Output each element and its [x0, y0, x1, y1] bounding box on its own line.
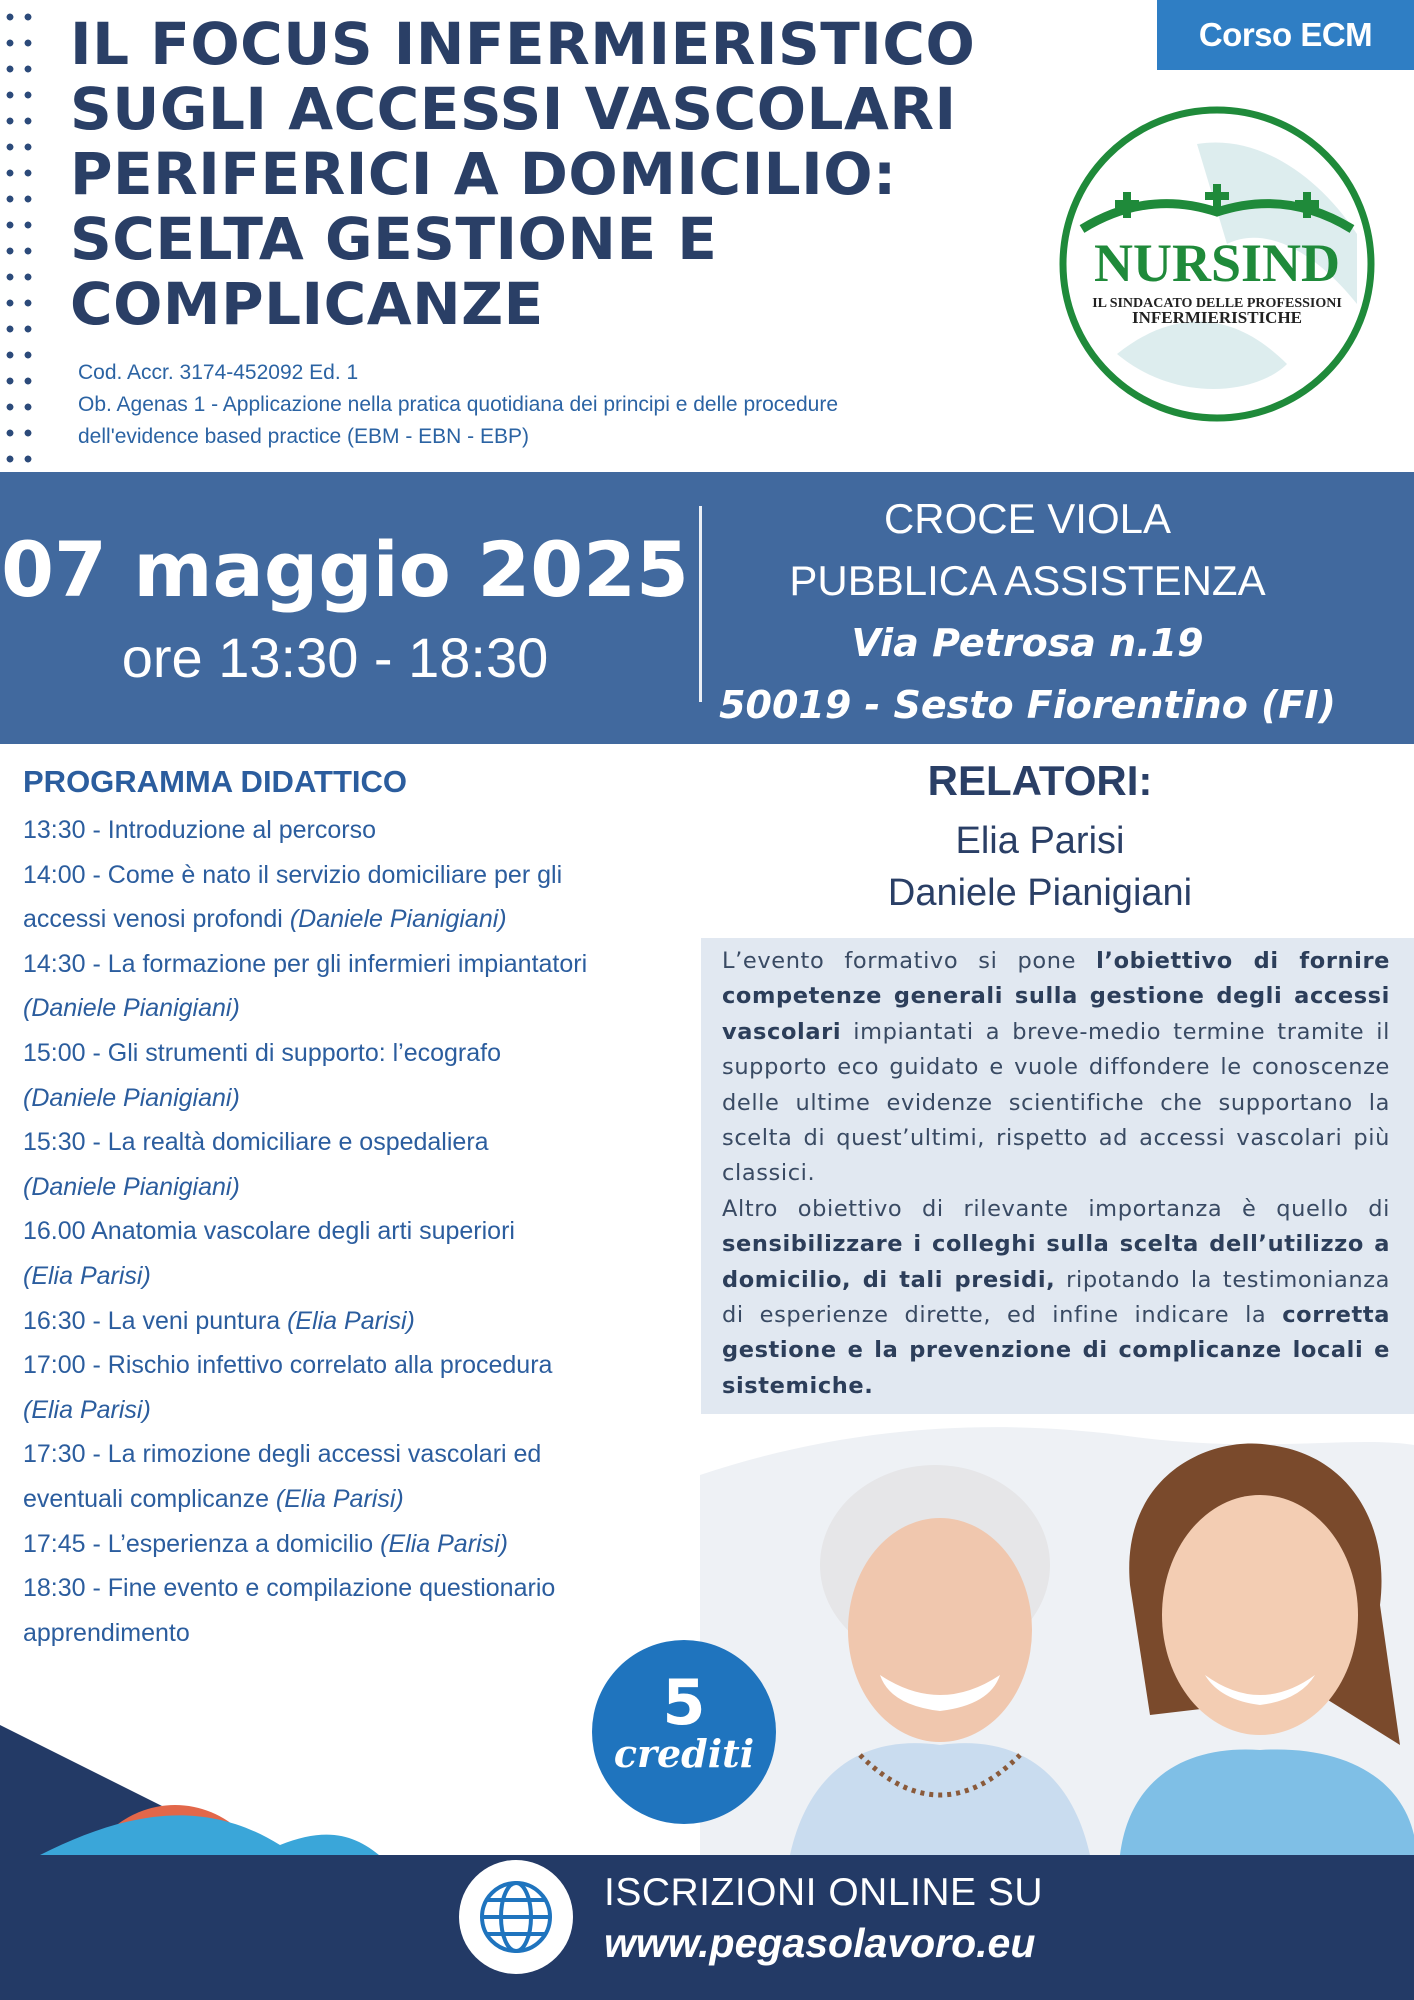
program-item	[23, 1031, 683, 1076]
speakers-heading: RELATORI:	[927, 757, 1153, 804]
program-item-speaker: (Elia Parisi)	[275, 1484, 404, 1513]
program-item-speaker: (Elia Parisi)	[287, 1306, 415, 1335]
venue-name: PUBBLICA ASSISTENZA	[789, 557, 1266, 604]
program-item-text: 16:30 - La veni puntura	[23, 1306, 288, 1335]
program-item-speaker: (Daniele Pianigiani)	[23, 1172, 240, 1201]
program-item	[23, 986, 683, 1031]
program-item	[23, 1165, 683, 1210]
program-item-text: 14:00 - Come è nato il servizio domiciliare per gli	[23, 860, 563, 889]
dotted-pattern	[0, 0, 40, 470]
program-item-text: accessi venosi profondi	[23, 905, 290, 934]
program-heading: PROGRAMMA DIDATTICO	[23, 764, 408, 799]
svg-text:INFERMIERISTICHE: INFERMIERISTICHE	[1131, 308, 1303, 327]
program-item-speaker: (Elia Parisi)	[380, 1529, 508, 1558]
program-item	[23, 1522, 683, 1567]
program-item	[23, 897, 683, 942]
description-segment: L’evento formativo si pone	[722, 948, 1097, 974]
program-item-text: 17:30 - La rimozione degli accessi vascolari ed	[23, 1440, 542, 1469]
accreditation-info: Cod. Accr. 3174-452092 Ed. 1 Ob. Agenas 1 - Applicazione nella pratica quotidiana dei principi e delle procedure dell'evidence based practice (EBM - EBN - EBP)	[78, 361, 838, 448]
description-paragraph	[722, 1192, 1390, 1404]
description-segment: Altro obiettivo di rilevante importanza è quello di	[722, 1195, 1390, 1222]
globe-icon	[459, 1860, 573, 1974]
svg-text:IL SINDACATO DELLE PROFESSIONI: IL SINDACATO DELLE PROFESSIONI	[1092, 296, 1342, 311]
credits-number: 5	[662, 1666, 706, 1739]
description-highlight: corretta gestione e la prevenzione di complicanze locali e sistemiche.	[722, 1302, 1390, 1399]
credits-badge	[592, 1640, 776, 1824]
program-item-text: 18:30 - Fine evento e compilazione questionario	[23, 1574, 556, 1603]
program-item	[23, 1611, 683, 1656]
event-date: 07 maggio 2025	[1, 525, 689, 614]
program-item-speaker: (Daniele Pianigiani)	[23, 994, 240, 1023]
speakers-list	[700, 815, 1380, 919]
program-item-text: 13:30 - Introduzione al percorso	[23, 816, 376, 844]
program-item-text: 16.00 Anatomia vascolare degli arti superiori	[23, 1217, 515, 1246]
description-segment: impiantati a breve-medio termine tramite il supporto eco guidato e vuole diffondere le conoscenze delle ultime evidenze scientifiche che supportano la scelta di quest’ultimi, rispetto ad accessi vascolari più classici.	[722, 1018, 1390, 1187]
description-segment: ripotando la testimonianza di esperienze dirette, ed infine indicare la	[722, 1266, 1391, 1329]
program-item-speaker: (Elia Parisi)	[23, 1395, 151, 1424]
venue-address: Via Petrosa n.19	[851, 621, 1204, 665]
svg-text:NURSIND: NURSIND	[1093, 233, 1341, 293]
program-item	[23, 1076, 683, 1121]
program-item	[23, 1432, 683, 1477]
event-time: ore 13:30 - 18:30	[121, 626, 549, 689]
registration-link[interactable]: www.pegasolavoro.eu	[604, 1920, 1036, 1966]
program-item	[23, 1566, 683, 1611]
band-divider	[699, 506, 702, 702]
program-item-speaker: (Daniele Pianigiani)	[289, 905, 507, 934]
description-text	[722, 944, 1390, 1404]
program-list	[23, 808, 683, 1655]
course-badge: Corso ECM	[1157, 0, 1414, 70]
venue-name: CROCE VIOLA	[883, 495, 1172, 542]
program-item-text: apprendimento	[23, 1618, 190, 1647]
program-item	[23, 1477, 683, 1522]
program-item-text: 15:30 - La realtà domiciliare e ospedaliera	[23, 1128, 489, 1157]
program-item	[23, 1254, 683, 1299]
credits-label: crediti	[613, 1731, 755, 1776]
registration-label: ISCRIZIONI ONLINE SU	[604, 1871, 1044, 1914]
description-highlight: sensibilizzare i colleghi sulla scelta dell’utilizzo a domicilio, di tali presidi,	[722, 1231, 1390, 1293]
program-item	[23, 1299, 683, 1344]
program-item	[23, 853, 683, 898]
program-item-speaker: (Elia Parisi)	[23, 1261, 151, 1290]
description-paragraph	[722, 944, 1390, 1192]
program-item	[23, 1120, 683, 1165]
venue	[705, 488, 1350, 736]
program-item	[23, 942, 683, 987]
description-highlight: l’obiettivo di fornire competenze generali sulla gestione degli accessi vascolari	[722, 948, 1391, 1045]
program-item	[23, 1343, 683, 1388]
speaker-name: Elia Parisi	[955, 820, 1125, 862]
program-item-text: 17:45 - L’esperienza a domicilio	[23, 1529, 381, 1558]
program-item-speaker: (Daniele Pianigiani)	[23, 1083, 240, 1112]
speaker-name: Daniele Pianigiani	[887, 872, 1193, 914]
program-item	[23, 808, 683, 853]
program-item-text: 17:00 - Rischio infettivo correlato alla procedura	[23, 1351, 553, 1380]
program-item-text: eventuali complicanze	[23, 1484, 276, 1513]
nursind-logo	[1057, 104, 1377, 424]
venue-address: 50019 - Sesto Fiorentino (FI)	[719, 683, 1336, 727]
program-item	[23, 1388, 683, 1433]
program-item	[23, 1209, 683, 1254]
program-item-text: 14:30 - La formazione per gli infermieri impiantatori	[23, 949, 588, 978]
program-item-text: 15:00 - Gli strumenti di supporto: l’ecografo	[23, 1038, 502, 1067]
page-title: IL FOCUS INFERMIERISTICO SUGLI ACCESSI VASCOLARI PERIFERICI A DOMICILIO: SCELTA GESTIONE E COMPLICANZE	[70, 10, 976, 338]
nurse-and-patient-photo	[700, 1415, 1414, 1855]
